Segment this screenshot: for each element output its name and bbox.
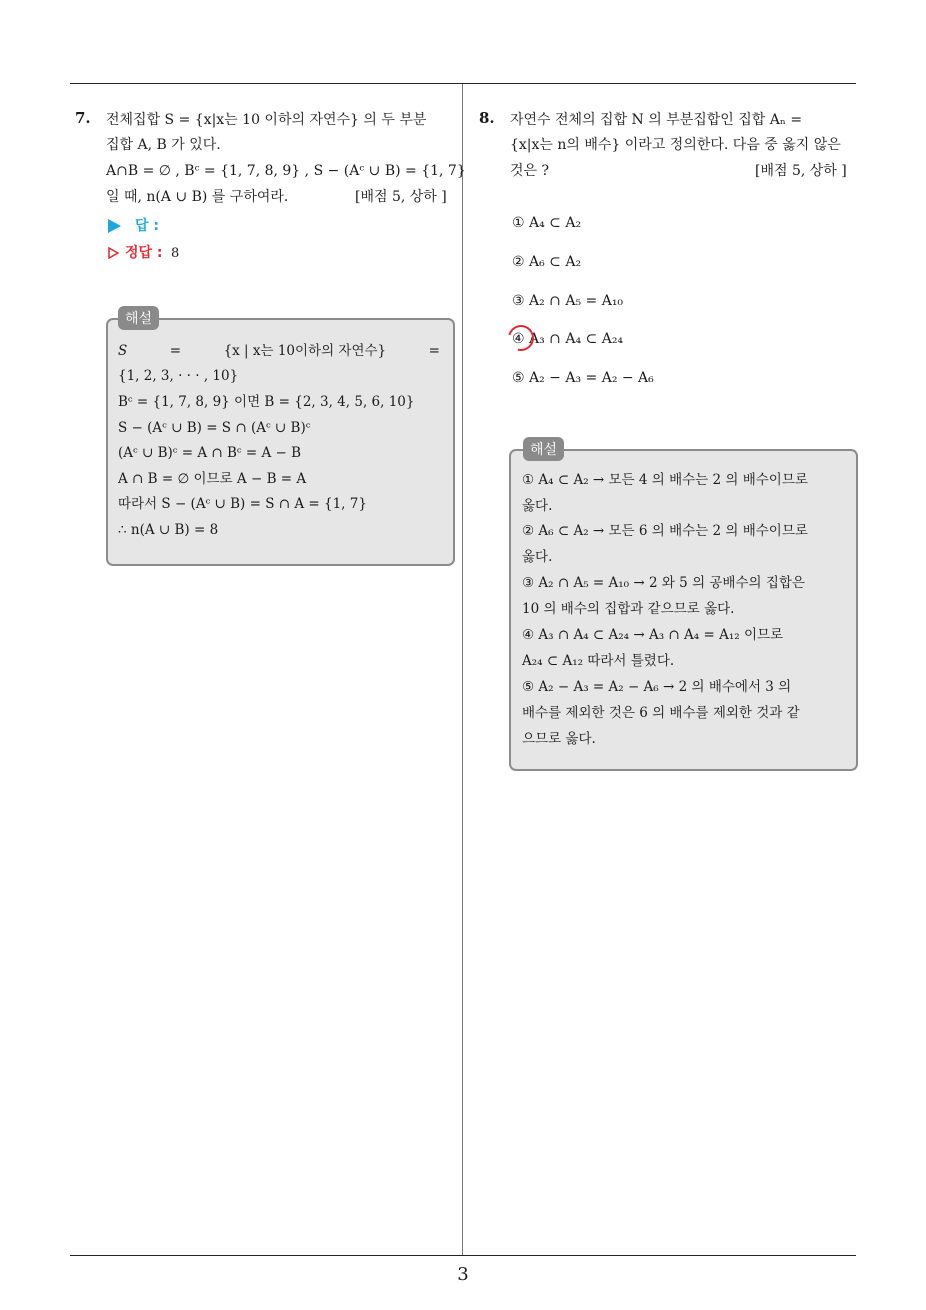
question-7-number: 7. bbox=[75, 109, 91, 127]
top-rule bbox=[70, 83, 856, 84]
correct-answer-value: 8 bbox=[170, 246, 180, 261]
option-2: ② A₆ ⊂ A₂ bbox=[512, 254, 582, 270]
explanation-tag-q8: 해설 bbox=[523, 437, 564, 461]
correct-answer-label: 정답 : bbox=[125, 245, 163, 261]
option-5: ⑤ A₂ − A₃ = A₂ − A₆ bbox=[512, 370, 654, 386]
answer-label: 답 : bbox=[135, 218, 159, 234]
question-7-line-4: 일 때, n(A ∪ B) 를 구하여라. bbox=[106, 189, 289, 205]
explanation-q8-line-9: ⑤ A₂ − A₃ = A₂ − A₆ → 2 의 배수에서 3 의 bbox=[522, 679, 792, 695]
question-8-line-2: {x|x는 n의 배수} 이라고 정의한다. 다음 중 옳지 않은 bbox=[510, 137, 841, 153]
explanation-q7-line-4: S − (Aᶜ ∪ B) = S ∩ (Aᶜ ∪ B)ᶜ bbox=[118, 420, 311, 436]
selected-circle-mark bbox=[503, 320, 539, 356]
explain-set-def: {x | x는 10이하의 자연수} bbox=[223, 343, 387, 359]
explanation-q8-line-10: 배수를 제외한 것은 6 의 배수를 제외한 것과 같 bbox=[522, 705, 800, 721]
explanation-q7-line-7: 따라서 S − (Aᶜ ∪ B) = S ∩ A = {1, 7} bbox=[118, 496, 367, 512]
column-divider bbox=[462, 84, 463, 1256]
outline-arrow-icon bbox=[108, 247, 119, 259]
bottom-rule bbox=[70, 1255, 856, 1256]
explanation-q8-line-7: ④ A₃ ∩ A₄ ⊂ A₂₄ → A₃ ∩ A₄ = A₁₂ 이므로 bbox=[522, 627, 784, 643]
explanation-q8-line-1: ① A₄ ⊂ A₂ → 모든 4 의 배수는 2 의 배수이므로 bbox=[522, 472, 808, 488]
option-1: ① A₄ ⊂ A₂ bbox=[512, 215, 582, 231]
explanation-q7-line-2: {1, 2, 3, · · · , 10} bbox=[118, 368, 239, 384]
explanation-q8-line-8: A₂₄ ⊂ A₁₂ 따라서 틀렸다. bbox=[522, 653, 675, 669]
explanation-q7-line-1 bbox=[118, 341, 440, 361]
page-number: 3 bbox=[457, 1264, 469, 1285]
explain-s-symbol: S bbox=[118, 343, 128, 359]
question-8-line-1: 자연수 전체의 집합 N 의 부분집합인 집합 Aₙ = bbox=[510, 112, 803, 128]
correct-answer-row bbox=[108, 243, 179, 264]
explanation-q7-line-5: (Aᶜ ∪ B)ᶜ = A ∩ Bᶜ = A − B bbox=[118, 445, 302, 461]
explanation-q7-line-8: ∴ n(A ∪ B) = 8 bbox=[118, 522, 219, 538]
question-7-score: [배점 5, 상하 ] bbox=[355, 189, 447, 205]
explanation-q8-line-6: 10 의 배수의 집합과 같으므로 옳다. bbox=[522, 601, 735, 617]
option-4: ④ A₃ ∩ A₄ ⊂ A₂₄ bbox=[512, 331, 624, 347]
answer-row bbox=[108, 216, 159, 236]
explanation-q8-line-11: 으므로 옳다. bbox=[522, 731, 596, 747]
question-7-line-3: A∩B = ∅ , Bᶜ = {1, 7, 8, 9} , S − (Aᶜ ∪ B) = {1, 7} bbox=[106, 163, 466, 179]
question-8-number: 8. bbox=[479, 109, 495, 127]
explain-eq-1: = bbox=[169, 343, 182, 359]
explanation-q8-line-2: 옳다. bbox=[522, 498, 553, 514]
explanation-q8-line-4: 옳다. bbox=[522, 549, 553, 565]
explanation-q8-line-5: ③ A₂ ∩ A₅ = A₁₀ → 2 와 5 의 공배수의 집합은 bbox=[522, 575, 805, 591]
explain-eq-2: = bbox=[428, 343, 440, 359]
explanation-q8-line-3: ② A₆ ⊂ A₂ → 모든 6 의 배수는 2 의 배수이므로 bbox=[522, 523, 808, 539]
question-8-score: [배점 5, 상하 ] bbox=[755, 163, 847, 179]
explanation-tag-q7: 해설 bbox=[118, 306, 159, 330]
option-3: ③ A₂ ∩ A₅ = A₁₀ bbox=[512, 293, 624, 309]
question-7-line-1: 전체집합 S = {x|x는 10 이하의 자연수} 의 두 부분 bbox=[106, 112, 427, 128]
question-8-line-3: 것은 ? bbox=[510, 163, 550, 179]
explanation-q7-line-3: Bᶜ = {1, 7, 8, 9} 이면 B = {2, 3, 4, 5, 6, 10} bbox=[118, 394, 415, 410]
explanation-q7-line-6: A ∩ B = ∅ 이므로 A − B = A bbox=[118, 471, 307, 487]
question-7-line-2: 집합 A, B 가 있다. bbox=[106, 137, 221, 153]
play-arrow-icon bbox=[108, 219, 121, 233]
